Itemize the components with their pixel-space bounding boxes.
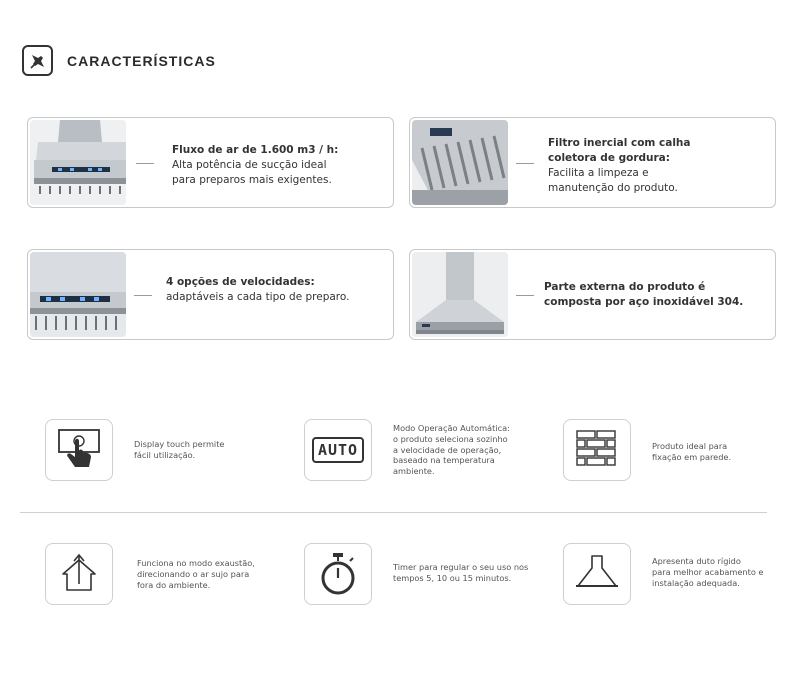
card-description: Facilita a limpeza e manutenção do produto. <box>548 167 678 194</box>
feature-card-airflow <box>27 117 394 208</box>
hood-speed-image <box>30 252 126 337</box>
feature-card-stainless <box>409 249 776 340</box>
auto-label: AUTO <box>312 437 364 463</box>
feature-text: Timer para regular o seu uso nos tempos 5, 10 ou 15 minutos. <box>393 562 529 583</box>
card-title: Filtro inercial com calha coletora de gordura: <box>548 137 691 164</box>
card-dash <box>516 163 534 164</box>
feature-text: Funciona no modo exaustão, direcionando o ar sujo para fora do ambiente. <box>137 558 255 590</box>
hood-duct-icon <box>563 543 631 605</box>
feature-card-filter <box>409 117 776 208</box>
brick-wall-icon <box>563 419 631 481</box>
feature-text: Produto ideal para fixação em parede. <box>652 441 732 462</box>
pin-icon <box>22 45 53 76</box>
card-dash <box>134 295 152 296</box>
hood-filter-image <box>412 120 508 205</box>
feature-text: Apresenta duto rígido para melhor acabamento e instalação adequada. <box>652 556 764 588</box>
section-divider <box>20 512 767 513</box>
card-title: Parte externa do produto é composta por aço inoxidável 304. <box>544 281 744 308</box>
feature-text: Display touch permite fácil utilização. <box>134 439 225 460</box>
feature-card-speeds <box>27 249 394 340</box>
house-exhaust-icon <box>45 543 113 605</box>
card-text <box>548 136 690 196</box>
timer-icon <box>304 543 372 605</box>
hood-display-image <box>30 120 126 205</box>
touch-display-icon <box>45 419 113 481</box>
card-title: 4 opções de velocidades: <box>166 276 315 288</box>
card-text <box>166 275 349 305</box>
card-dash <box>516 295 534 296</box>
card-description: adaptáveis a cada tipo de preparo. <box>166 291 350 303</box>
feature-text: Modo Operação Automática: o produto seleciona sozinho a velocidade de operação, baseado na temperatura ambiente. <box>393 423 510 477</box>
card-dash <box>136 163 154 164</box>
auto-icon <box>304 419 372 481</box>
card-text <box>172 143 338 188</box>
page-title: CARACTERÍSTICAS <box>67 52 216 69</box>
card-title: Fluxo de ar de 1.600 m3 / h: <box>172 144 339 156</box>
hood-island-image <box>412 252 508 337</box>
card-text <box>544 280 743 310</box>
card-description: Alta potência de sucção ideal para preparos mais exigentes. <box>172 159 332 186</box>
section-header <box>22 45 216 76</box>
